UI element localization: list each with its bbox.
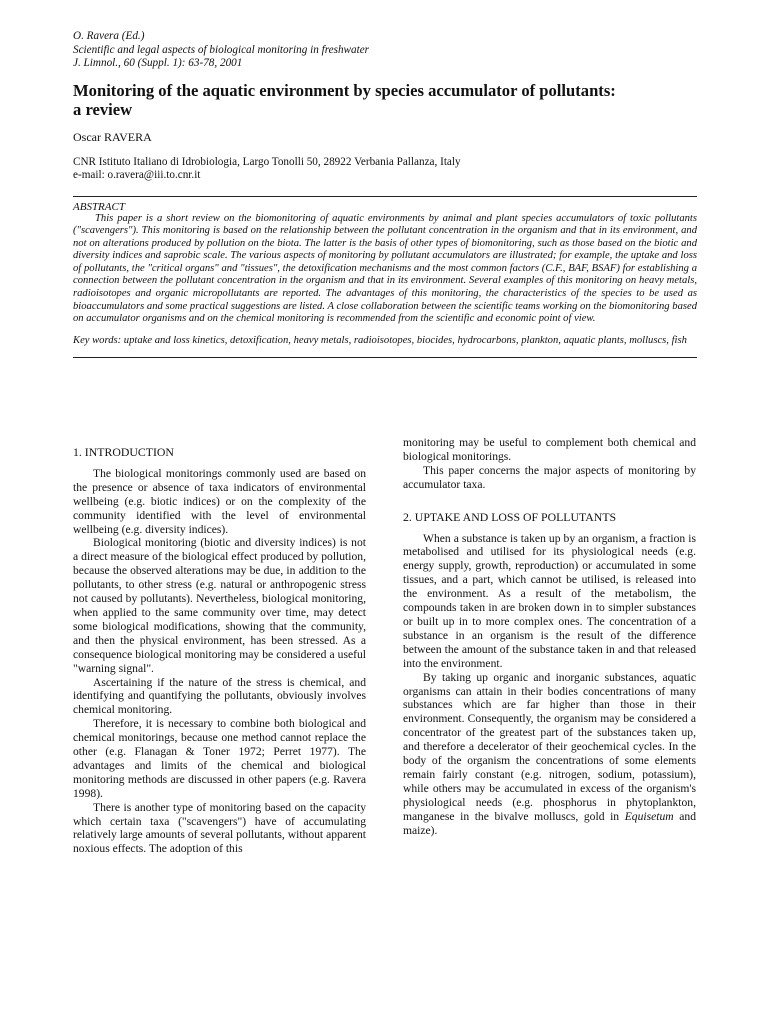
citation-journal: J. Limnol., 60 (Suppl. 1): 63-78, 2001 — [73, 57, 243, 69]
citation — [73, 30, 697, 71]
affiliation-email: e-mail: o.ravera@iii.to.cnr.it — [73, 169, 201, 181]
abstract-text: This paper is a short review on the biomonitoring of aquatic environments by animal and plant species accumulators of toxic pollutants ("scavengers"). This monitoring is based on the relationship between the pollutant concentration in the organism and that in its environment, and not on alterations produced by pollution on the biota. The latter is the basis of other types of biomonitoring, such as those based on the biotic and diversity indices and saprobic scale. The various aspects of monitoring by pollutant accumulators are illustrated; for example, the uptake and loss of pollutants, the "critical organs" and "tissues", the detoxification mechanisms and the most common factors (C.F., BAF, BSAF) for establishing a connection between the pollutant concentration in the organism and that in its environment. Several examples of this monitoring on heavy metals, radioisotopes and organic micropollutants are reported. The advantages of this monitoring, the characteristics of the species to be used as bioaccumulators and some practical suggestions are listed. A close collaboration between the scientific teams working on the biomonitoring based on accumulator organisms and on the chemical monitoring is recommended from the scientific and economic point of view. — [73, 212, 697, 325]
paragraph-text: By taking up organic and inorganic substances, aquatic organisms can attain in their bodies concentrations of many substances which are far higher than those in their environment. Consequently, the organism may be considered a concentrator of the greatest part of the substances taken up, and therefore a decelerator of their geochemical cycles. In the body of the organism the concentrations of some elements remain fairly constant (e.g. nitrogen, sodium, potassium), while others may be accumulated in excess of the organism's physiological needs (e.g. phosphorus in phytoplankton, manganese in the bivalve molluscs, gold in — [403, 670, 696, 823]
left-column — [73, 446, 366, 856]
paper-title-line-2: a review — [73, 100, 133, 119]
citation-editor: O. Ravera (Ed.) — [73, 30, 145, 42]
paragraph-text-end: and maize). — [403, 809, 696, 837]
paragraph — [403, 671, 696, 838]
abstract-label: ABSTRACT — [73, 200, 125, 213]
page-header — [73, 30, 697, 358]
paragraph: This paper concerns the major aspects of monitoring by accumulator taxa. — [403, 463, 696, 491]
paper-title — [73, 81, 697, 120]
paragraph: When a substance is taken up by an organism, a fraction is metabolised and utilised for its physiological needs (e.g. energy supply, growth, reproduction) or accumulated in some tissues, and a part, which cannot be utilised, is released into the environment. As a result of the metabolism, the compounds taken in are broken down in to simpler substances or built up in to more complex ones. The concentration of a substance in an organism is the result of the difference between the amount of the substance taken in and that released into the environment. — [403, 531, 696, 670]
abstract-bottom-rule — [73, 357, 697, 358]
paper-title-line-1: Monitoring of the aquatic environment by species accumulator of pollutants: — [73, 80, 616, 100]
right-column — [403, 436, 696, 837]
italic-genus: Equisetum — [624, 809, 674, 823]
abstract-top-rule — [73, 196, 697, 197]
paragraph: Therefore, it is necessary to combine both biological and chemical monitorings, because one method cannot replace the other (e.g. Flanagan & Toner 1972; Perret 1977). The advantages and limits of the chemical and biological monitoring methods are discussed in other papers (e.g. Ravera 1998). — [73, 717, 366, 800]
affiliation-address: CNR Istituto Italiano di Idrobiologia, Largo Tonolli 50, 28922 Verbania Pallanza, Italy — [73, 155, 461, 168]
paragraph: Ascertaining if the nature of the stress is chemical, and identifying and quantifying the pollutants, obviously involves chemical monitoring. — [73, 675, 366, 717]
author-name: Oscar RAVERA — [73, 129, 152, 144]
affiliation — [73, 156, 697, 183]
paragraph-continuation: monitoring may be useful to complement both chemical and biological monitorings. — [403, 436, 696, 463]
keywords: Key words: uptake and loss kinetics, detoxification, heavy metals, radioisotopes, biocides, hydrocarbons, plankton, aquatic plants, molluscs, fish — [73, 334, 687, 346]
section-heading-uptake-loss: 2. UPTAKE AND LOSS OF POLLUTANTS — [403, 509, 617, 524]
paragraph: The biological monitorings commonly used are based on the presence or absence of taxa indicators of environmental wellbeing (e.g. biotic indices) or on the complexity of the community identified with the level of environmental wellbeing (e.g. diversity indices). — [73, 466, 366, 536]
citation-book-title: Scientific and legal aspects of biological monitoring in freshwater — [73, 43, 370, 56]
paragraph: Biological monitoring (biotic and diversity indices) is not a direct measure of the biological effect produced by pollution, because the observed alterations may be due, in addition to the pollutants, to other stress (e.g. natural or anthropogenic stress not caused by pollutants). Nevertheless, biological monitoring, when applied to the same community over time, may detect some biological modifications, showing that the community, and then the physical environment, has been stressed. As a consequence biological monitoring may be considered a useful "warning signal". — [73, 536, 366, 675]
section-heading-introduction: 1. INTRODUCTION — [73, 445, 174, 459]
paragraph: There is another type of monitoring based on the capacity which certain taxa ("scavengers") have of accumulating relatively large amounts of several pollutants, without apparent noxious effects. The adoption of this — [73, 800, 366, 856]
